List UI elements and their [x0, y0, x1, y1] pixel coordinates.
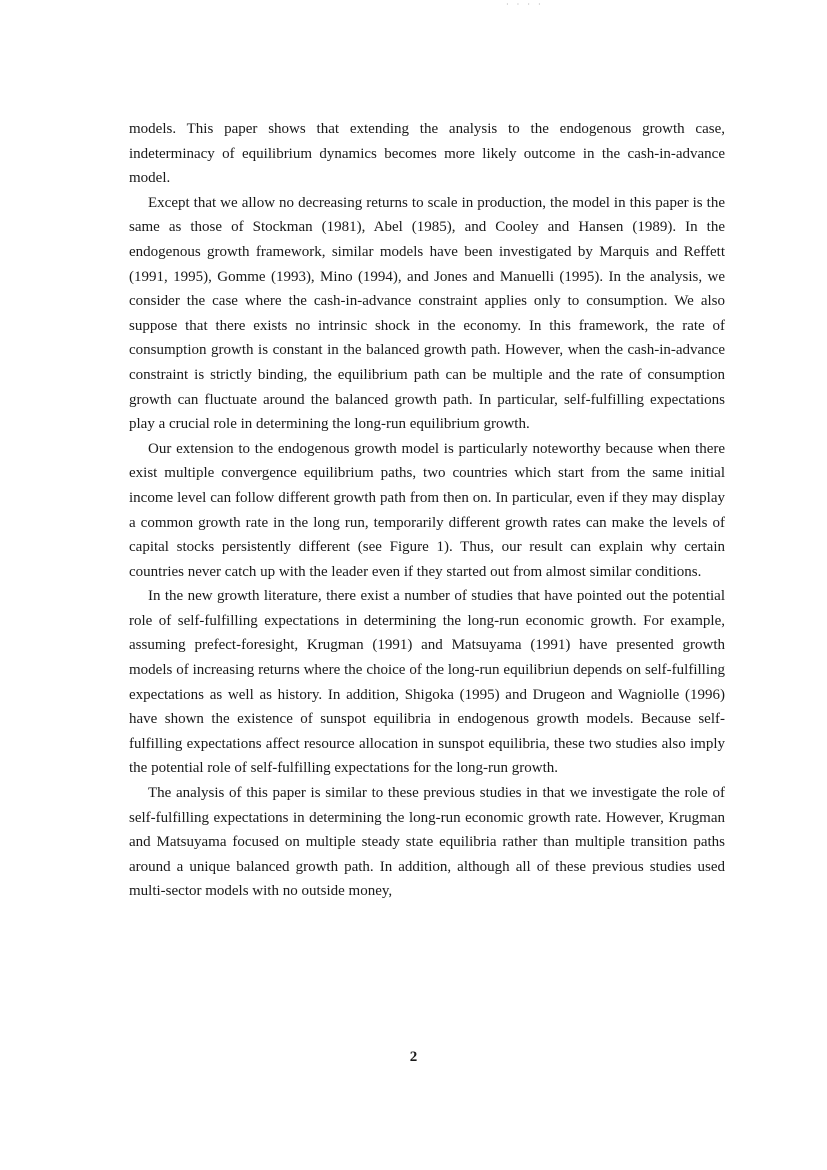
- page-number: 2: [409, 1049, 418, 1065]
- scan-marks: · · · ·: [506, 0, 544, 9]
- paragraph-4: In the new growth literature, there exist a number of studies that have pointed out the potential role of self-fulfilling expectations in determining the long-run economic growth. For example, assuming prefect-foresight, Krugman (1991) and Matsuyama (1991) have presented growth models of increasing returns where the choice of the long-run equilibriun depends on self-fulfilling expectations as well as history. In addition, Shigoka (1995) and Drugeon and Wagniolle (1996) have shown the existence of sunspot equilibria in endogenous growth models. Because self-fulfilling expectations affect resource allocation in sunspot equilibria, these two studies also imply the potential role of self-fulfilling expectations for the long-run growth.: [129, 588, 725, 777]
- paragraph-5: The analysis of this paper is similar to these previous studies in that we investigate the role of self-fulfilling expectations in determining the long-run economic growth rate. However, Krugman and Matsuyama focused on multiple steady state equilibria rather than multiple transition paths around a unique balanced growth path. In addition, although all of these previous studies used multi-sector models with no outside money,: [129, 785, 725, 900]
- body-text: [129, 117, 725, 904]
- paragraph-1: models. This paper shows that extending the analysis to the endogenous growth case, indeterminacy of equilibrium dynamics becomes more likely outcome in the cash-in-advance model.: [129, 121, 725, 187]
- paragraph-3: Our extension to the endogenous growth model is particularly noteworthy because when there exist multiple convergence equilibrium paths, two countries which start from the same initial income level can follow different growth path from then on. In particular, even if they may display a common growth rate in the long run, temporarily different growth rates can make the levels of capital stocks persistently different (see Figure 1). Thus, our result can explain why certain countries never catch up with the leader even if they started out from almost similar conditions.: [129, 440, 725, 580]
- paragraph-2: Except that we allow no decreasing returns to scale in production, the model in this paper is the same as those of Stockman (1981), Abel (1985), and Cooley and Hansen (1989). In the endogenous growth framework, similar models have been investigated by Marquis and Reffett (1991, 1995), Gomme (1993), Mino (1994), and Jones and Manuelli (1995). In the analysis, we consider the case where the cash-in-advance constraint applies only to consumption. We also suppose that there exists no intrinsic shock in the economy. In this framework, the rate of consumption growth is constant in the balanced growth path. However, when the cash-in-advance constraint is strictly binding, the equilibrium path can be multiple and the rate of consumption growth can fluctuate around the balanced growth path. In particular, self-fulfilling expectations play a crucial role in determining the long-run equilibrium growth.: [129, 194, 725, 433]
